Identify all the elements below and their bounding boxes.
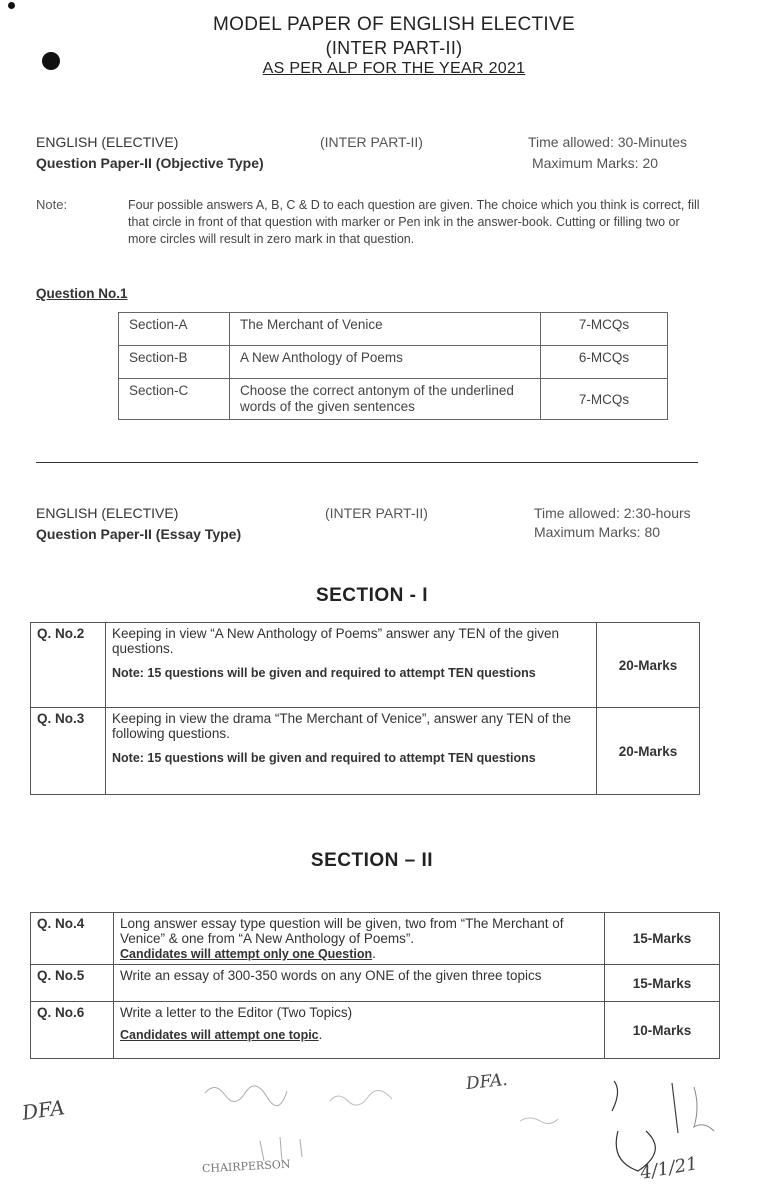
question-number: Q. No.2 [31,623,106,708]
marks-cell: 20-Marks [597,708,700,795]
objective-time: Time allowed: 30-Minutes [528,134,687,150]
chairperson-stamp: CHAIRPERSON [201,1157,291,1176]
year-line [10,60,768,78]
mcq-count-cell: 6-MCQs [541,346,668,379]
question-cell [114,965,605,1002]
objective-subject: ENGLISH (ELECTIVE) [36,134,179,150]
mcq-count-cell: 7-MCQs [541,313,668,346]
page-title: MODEL PAPER OF ENGLISH ELECTIVE [213,14,575,35]
question-instruction: Candidates will attempt only one Question [120,947,373,961]
section-cell: Section-C [119,379,230,420]
table-row [119,313,668,346]
page-subtitle: (INTER PART-II) [325,38,463,58]
note-text: Four possible answers A, B, C & D to each question are given. The choice which you think is correct, fill that circle in front of that question with marker or Pen ink in the answer-book. Cutting or filling two or more circles will result in zero mark in that question. [128,198,700,246]
essay-time: Time allowed: 2:30-hours [534,505,691,521]
topic-cell: Choose the correct antonym of the underlined words of the given sentences [230,379,541,420]
essay-paper: Question Paper-II (Essay Type) [36,526,242,542]
table-row [31,708,700,795]
question-number: Q. No.3 [31,708,106,795]
question-text: Keeping in view the drama “The Merchant of Venice”, answer any TEN of the following questions. [112,711,571,741]
question-cell: Write a letter to the Editor (Two Topics) Candidates will attempt one topic. [114,1002,605,1059]
question-number: Q. No.5 [31,965,114,1002]
table-row [31,1002,720,1059]
question-text: Long answer essay type question will be given, two from “The Merchant of Venice” & one from “A New Anthology of Poems”. [120,916,564,946]
question-text: Write a letter to the Editor (Two Topics) [120,1005,353,1020]
initials-left: DFA [20,1095,67,1125]
scan-speck [8,2,15,9]
table-row [31,965,720,1002]
signature-scribbles [0,1071,768,1191]
question-note: Note: 15 questions will be given and required to attempt TEN questions [112,751,536,765]
question-text: Keeping in view “A New Anthology of Poems” answer any TEN of the given questions. [112,626,559,656]
objective-part: (INTER PART-II) [320,134,423,150]
question-instruction: Candidates will attempt one topic [120,1028,319,1042]
objective-marks: Maximum Marks: 20 [532,155,659,171]
topic-cell: The Merchant of Venice [230,313,541,346]
note-label: Note: [36,197,68,212]
question-cell: Long answer essay type question will be given, two from “The Merchant of Venice” & one from “A New Anthology of Poems”. Candidates will attempt only one Question. [114,913,605,965]
section-2-heading: SECTION – II [310,850,434,871]
year-line-text: AS PER ALP FOR THE YEAR 2021 [262,60,526,77]
section-1-table [30,622,700,795]
table-row [119,379,668,420]
initials-center: DFA. [465,1069,509,1095]
question-cell [106,623,597,708]
marks-cell: 15-Marks [605,913,720,965]
essay-marks: Maximum Marks: 80 [534,524,661,540]
question-1-label: Question No.1 [36,286,128,301]
section-1-heading: SECTION - I [315,585,429,606]
signature-date: 4/1/21 [638,1153,700,1184]
table-row [31,913,720,965]
essay-subject: ENGLISH (ELECTIVE) [36,505,179,521]
marks-cell: 10-Marks [605,1002,720,1059]
question-number: Q. No.6 [31,1002,114,1059]
table-row [31,623,700,708]
section-2-table [30,912,720,1059]
mcq-count-cell: 7-MCQs [541,379,668,420]
objective-paper: Question Paper-II (Objective Type) [36,155,264,171]
question-note: Note: 15 questions will be given and required to attempt TEN questions [112,666,536,680]
marks-cell: 15-Marks [605,965,720,1002]
table-row [119,346,668,379]
essay-part: (INTER PART-II) [325,505,428,521]
section-cell: Section-A [119,313,230,346]
question-text: Write an essay of 300-350 words on any ONE of the given three topics [120,968,542,983]
question-cell [106,708,597,795]
section-cell: Section-B [119,346,230,379]
marks-cell: 20-Marks [597,623,700,708]
mcq-table [118,312,668,420]
divider [36,462,698,463]
topic-cell: A New Anthology of Poems [230,346,541,379]
question-number: Q. No.4 [31,913,114,965]
